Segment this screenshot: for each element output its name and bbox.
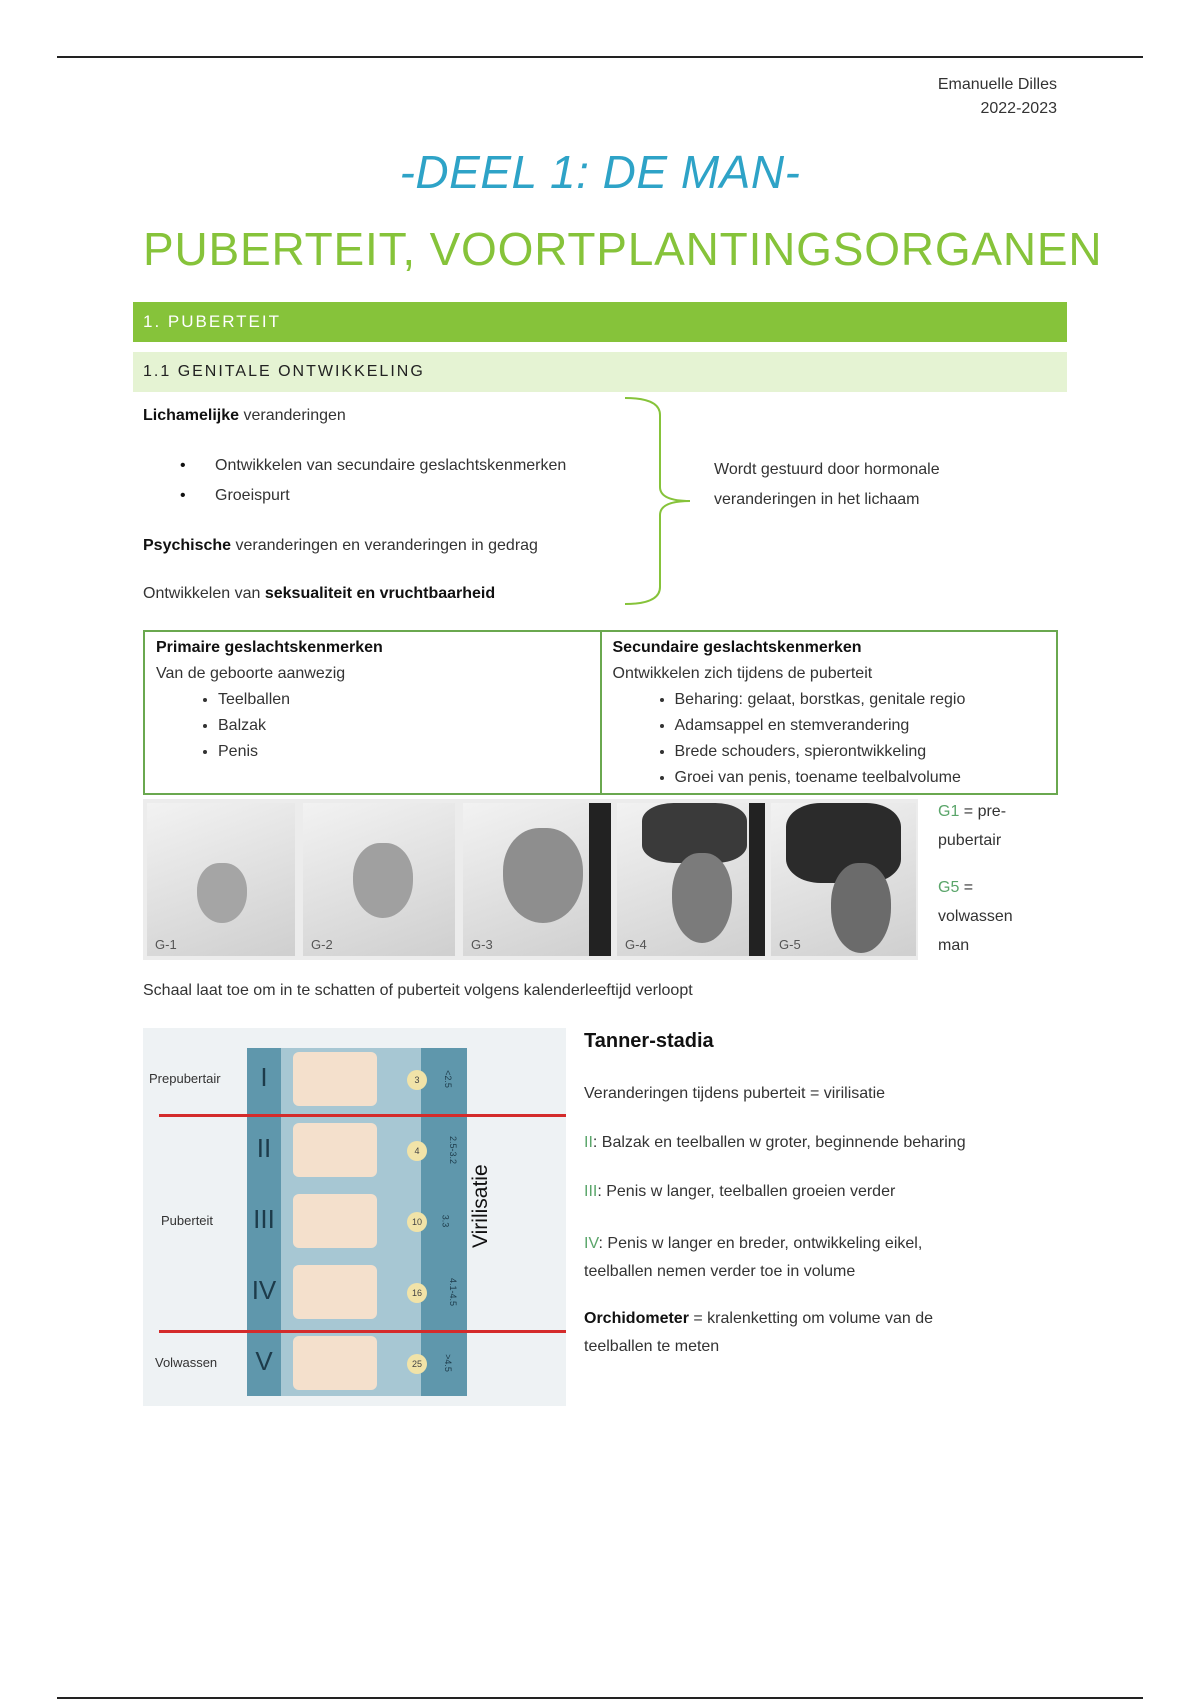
cell-subtitle: Van de geboorte aanwezig — [156, 665, 346, 682]
legend-line — [938, 797, 1013, 826]
stage-photo — [771, 803, 916, 956]
roman-numeral: III — [253, 1204, 275, 1234]
photo-legend — [938, 797, 1013, 960]
stage-code: G1 — [938, 803, 960, 820]
list-item: • Adamsappel en stemverandering — [675, 713, 1047, 739]
heading-2: 1.1 GENITALE ONTWIKKELING — [133, 352, 1067, 392]
cell-title: Primaire geslachtskenmerken — [156, 639, 383, 656]
stage-drawing — [293, 1336, 377, 1390]
axis-label: Virilisatie — [469, 1164, 492, 1248]
list-item: • Brede schouders, spierontwikkeling — [675, 739, 1047, 765]
line-text: veranderingen en veranderingen in gedrag — [231, 537, 538, 554]
curly-brace-icon — [620, 395, 700, 610]
bold-term: Lichamelijke — [143, 407, 240, 424]
document-header — [938, 73, 1057, 121]
volume-bead: 25 — [407, 1354, 427, 1374]
stage-photo — [463, 803, 611, 956]
length-label: 2.5-3.2 — [448, 1135, 459, 1165]
list-item: • Balzak — [218, 713, 590, 739]
photo-label: G-1 — [155, 937, 177, 952]
stage-photo — [147, 803, 295, 956]
legend-text: = pre- — [959, 803, 1007, 820]
physical-changes-line — [143, 405, 346, 427]
secondary-list — [613, 687, 1047, 791]
stage-group-label: Volwassen — [155, 1355, 218, 1370]
author-name: Emanuelle Dilles — [937, 76, 1057, 93]
roman-numeral: II — [256, 1133, 272, 1163]
stage-drawing — [293, 1052, 377, 1106]
volume-bead: 3 — [407, 1070, 427, 1090]
genital-stage-photos — [143, 799, 918, 960]
list-item: • Beharing: gelaat, borstkas, genitale regio — [675, 687, 1047, 713]
top-rule — [57, 56, 1143, 58]
legend-line: man — [938, 937, 970, 954]
bold-term: Psychische — [143, 537, 232, 554]
stage-divider — [159, 1330, 566, 1333]
stage-code: II — [584, 1134, 593, 1151]
volume-bead: 16 — [407, 1283, 427, 1303]
scale-note: Schaal laat toe om in te schatten of puberteit volgens kalenderleeftijd verloopt — [143, 982, 693, 999]
list-item: • Groei van penis, toename teelbalvolume — [675, 765, 1047, 791]
photo-label: G-3 — [471, 937, 493, 952]
length-label: 3.3 — [440, 1214, 451, 1228]
school-year: 2022-2023 — [980, 100, 1057, 117]
primary-list — [156, 687, 590, 765]
tanner-stages-figure — [143, 1028, 566, 1406]
note-text: = kralenketting om volume van de — [688, 1310, 934, 1327]
sexuality-line — [143, 583, 495, 605]
brace-note — [714, 455, 940, 515]
legend-line — [938, 873, 1013, 902]
length-label: <2.5 — [442, 1070, 453, 1088]
stage-text: : Penis w langer, teelballen groeien verder — [597, 1183, 896, 1200]
bold-term: seksualiteit en vruchtbaarheid — [264, 585, 496, 602]
cell-title: Secundaire geslachtskenmerken — [612, 639, 862, 656]
tanner-title: Tanner-stadia — [584, 1030, 714, 1052]
orchidometer-note — [584, 1305, 933, 1361]
bottom-rule — [57, 1697, 1143, 1699]
photo-label: G-4 — [625, 937, 647, 952]
photo-label: G-2 — [311, 937, 333, 952]
stage-text: : Penis w langer en breder, ontwikkeling eikel, — [598, 1235, 923, 1252]
chapter-title: PUBERTEIT, VOORTPLANTINGSORGANEN — [143, 223, 1103, 275]
stage-drawing — [293, 1265, 377, 1319]
length-label: 4.1-4.5 — [448, 1277, 459, 1307]
legend-line: pubertair — [938, 832, 1002, 849]
primary-characteristics-cell — [144, 631, 601, 794]
photo-label: G-5 — [779, 937, 801, 952]
note-line: Wordt gestuurd door hormonale — [714, 461, 940, 478]
stage-group-label: Prepubertair — [149, 1071, 221, 1086]
roman-numeral: IV — [251, 1275, 277, 1305]
stage-divider — [159, 1114, 566, 1117]
psychic-changes-line — [143, 535, 538, 557]
note-line: teelballen te meten — [584, 1338, 720, 1355]
list-item: • Teelballen — [218, 687, 590, 713]
bullet-item: • Ontwikkelen van secundaire geslachtskenmerken — [215, 455, 566, 477]
line-text: veranderingen — [239, 407, 346, 424]
line-text: Ontwikkelen van — [143, 585, 265, 602]
stage-text: : Balzak en teelballen w groter, beginnende beharing — [592, 1134, 966, 1151]
volume-bead: 4 — [407, 1141, 427, 1161]
bullet-item: • Groeispurt — [215, 485, 290, 507]
tanner-stage-line — [584, 1181, 895, 1203]
stage-code: III — [584, 1183, 598, 1200]
legend-line: volwassen — [938, 908, 1013, 925]
note-line — [584, 1305, 933, 1333]
note-line: veranderingen in het lichaam — [714, 491, 920, 508]
stage-code: G5 — [938, 879, 960, 896]
volume-bead: 10 — [407, 1212, 427, 1232]
length-label: >4.5 — [442, 1354, 453, 1372]
tanner-stage-line — [584, 1230, 922, 1286]
cell-subtitle: Ontwikkelen zich tijdens de puberteit — [612, 665, 873, 682]
tanner-stage-line — [584, 1132, 966, 1154]
stage-drawing — [293, 1194, 377, 1248]
legend-text: = — [959, 879, 974, 896]
bold-term: Orchidometer — [584, 1310, 689, 1327]
stage-line — [584, 1230, 922, 1258]
roman-numeral: V — [255, 1346, 273, 1376]
characteristics-table — [143, 630, 1058, 795]
stage-code: IV — [584, 1235, 599, 1252]
heading-1: 1. PUBERTEIT — [133, 302, 1067, 342]
list-item: • Penis — [218, 739, 590, 765]
stage-photo — [617, 803, 765, 956]
stage-group-label: Puberteit — [161, 1213, 214, 1228]
tanner-intro: Veranderingen tijdens puberteit = virilisatie — [584, 1085, 886, 1102]
roman-numeral: I — [260, 1062, 268, 1092]
part-title: -DEEL 1: DE MAN- — [399, 146, 801, 198]
secondary-characteristics-cell — [601, 631, 1058, 794]
stage-line: teelballen nemen verder toe in volume — [584, 1263, 856, 1280]
stage-photo — [303, 803, 455, 956]
stage-drawing — [293, 1123, 377, 1177]
